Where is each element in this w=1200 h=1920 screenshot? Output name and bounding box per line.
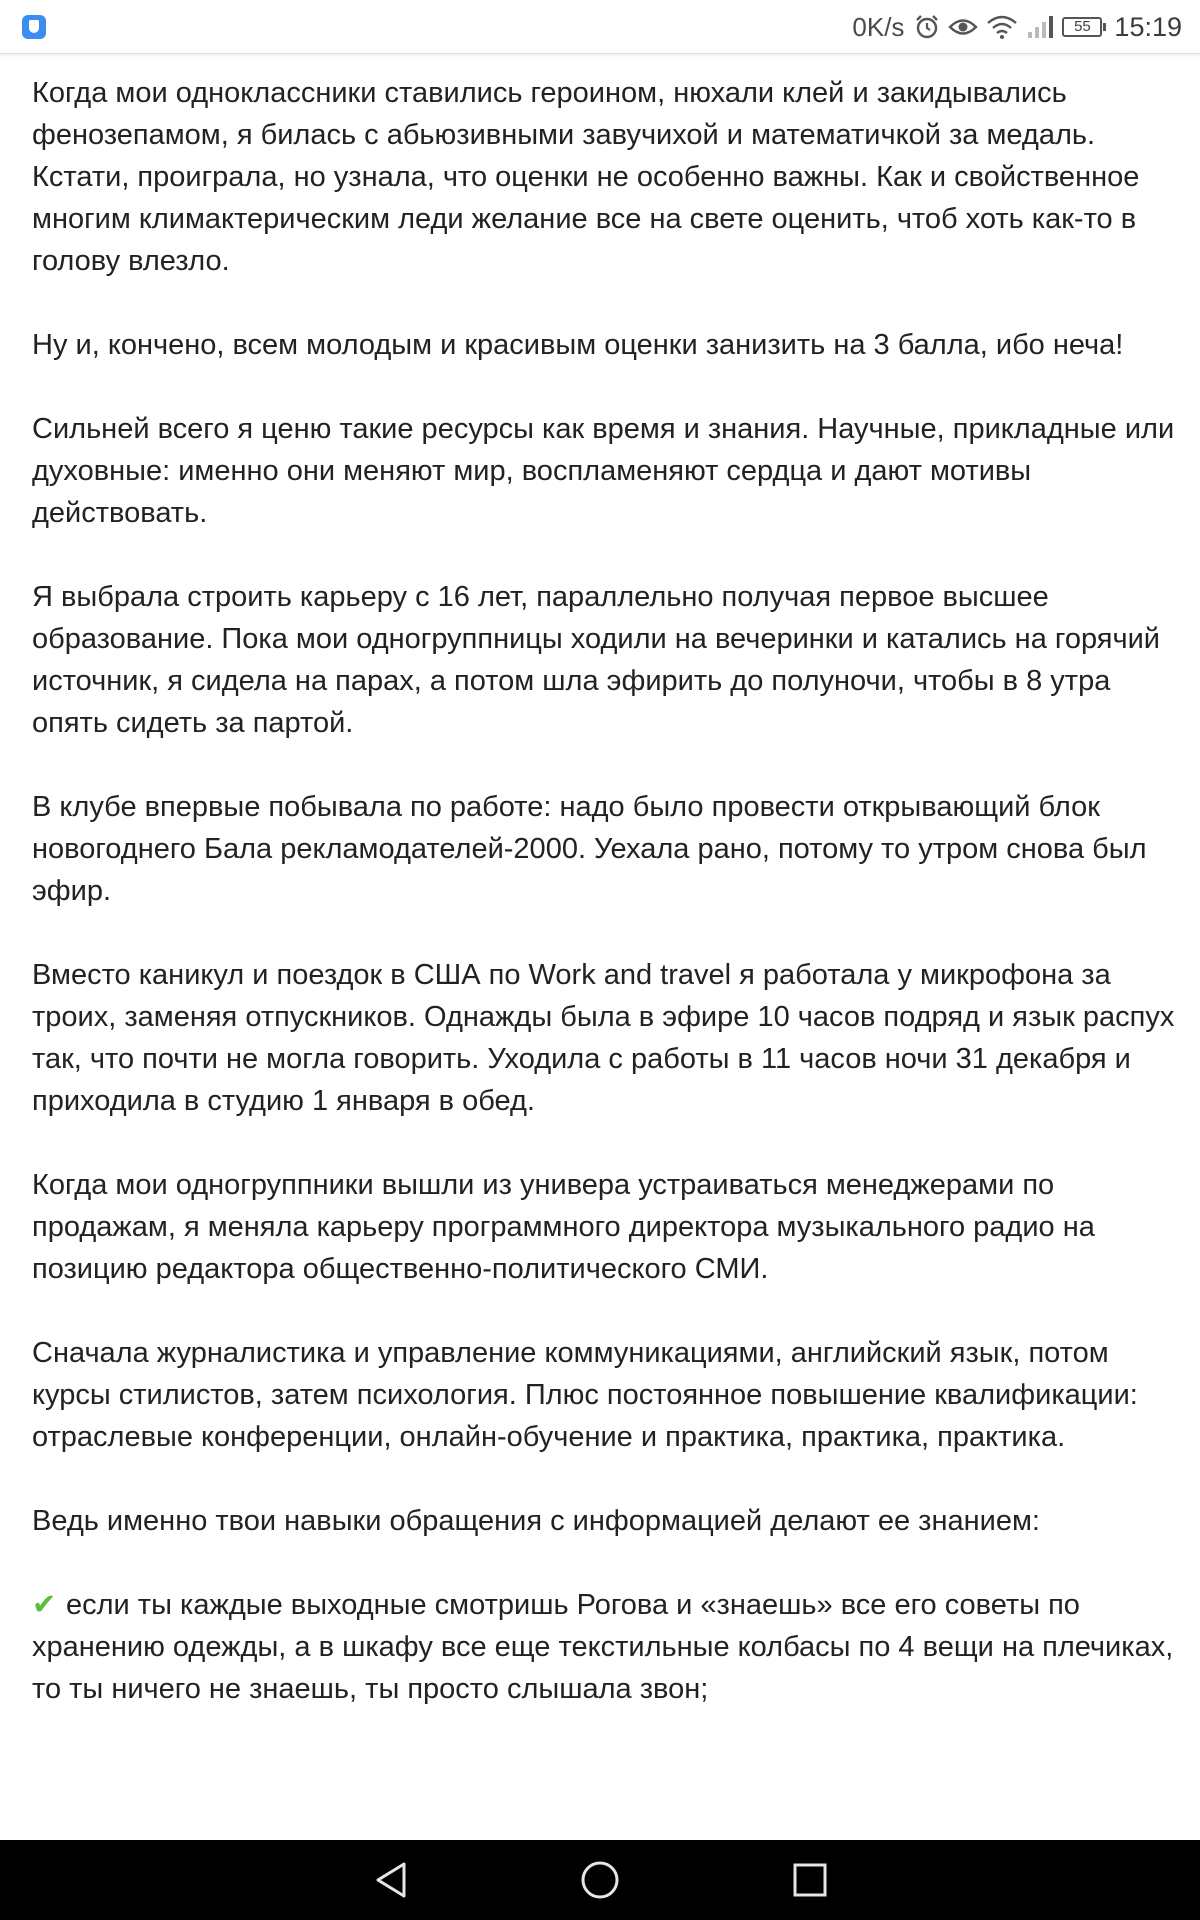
paragraph: Ведь именно твои навыки обращения с информацией делают ее знанием: bbox=[32, 1505, 1040, 1537]
paragraph: Когда мои одноклассники ставились героином, нюхали клей и закидывались фенозепамом, я билась с абьюзивными завучихой и математичкой за медаль. Кстати, проиграла, но узнала, что оценки не особенно важны. Как и свойственное многим климактерическим леди желание все на свете оценить, чтоб хоть как-то в голову влезло. bbox=[32, 77, 1140, 277]
navigation-bar bbox=[0, 1840, 1200, 1920]
net-speed: 0K/s bbox=[852, 11, 905, 42]
battery-icon bbox=[1062, 17, 1102, 37]
paragraph: Ну и, кончено, всем молодым и красивым оценки занизить на 3 балла, ибо неча! bbox=[32, 329, 1124, 361]
recents-icon[interactable] bbox=[790, 1860, 830, 1900]
back-icon[interactable] bbox=[372, 1860, 412, 1900]
paragraph: Когда мои одногруппники вышли из универа устраиваться менеджерами по продажам, я меняла карьеру программного директора музыкального радио на позицию редактора общественно-политического СМИ. bbox=[32, 1169, 1095, 1285]
checklist-item bbox=[32, 1584, 1182, 1710]
signal-icon bbox=[1026, 14, 1054, 40]
battery-level: 55 bbox=[1074, 18, 1091, 35]
article-body bbox=[32, 72, 1182, 1752]
clock: 15:19 bbox=[1114, 11, 1182, 42]
checklist-item-text: если ты каждые выходные смотришь Рогова и «знаешь» все его советы по хранению одежды, а в шкафу все еще текстильные колбасы по 4 вещи на плечиках, то ты ничего не знаешь, ты просто слышала звон; bbox=[32, 1589, 1174, 1705]
alarm-icon bbox=[914, 14, 940, 40]
status-bar bbox=[0, 0, 1200, 54]
paragraph: Сначала журналистика и управление коммуникациями, английский язык, потом курсы стилистов, затем психология. Плюс постоянное повышение квалификации: отраслевые конференции, онлайн-обучение и практика, практика, практика. bbox=[32, 1337, 1138, 1453]
shield-app-icon bbox=[22, 15, 46, 39]
eye-icon bbox=[948, 14, 978, 40]
paragraph: Сильней всего я ценю такие ресурсы как время и знания. Научные, прикладные или духовные: именно они меняют мир, воспламеняют сердца и дают мотивы действовать. bbox=[32, 413, 1175, 529]
home-icon[interactable] bbox=[580, 1860, 620, 1900]
status-icons bbox=[852, 0, 1182, 54]
paragraph: Я выбрала строить карьеру с 16 лет, параллельно получая первое высшее образование. Пока мои одногруппницы ходили на вечеринки и катались на горячий источник, я сидела на парах, а потом шла эфирить до полуночи, чтобы в 8 утра опять сидеть за партой. bbox=[32, 581, 1160, 739]
paragraph: В клубе впервые побывала по работе: надо было провести открывающий блок новогоднего Бала рекламодателей-2000. Уехала рано, потому то утром снова был эфир. bbox=[32, 791, 1147, 907]
check-mark-icon: ✔ bbox=[32, 1589, 57, 1621]
wifi-icon bbox=[986, 14, 1018, 40]
paragraph: Вместо каникул и поездок в США по Work and travel я работала у микрофона за троих, заменяя отпускников. Однажды была в эфире 10 часов подряд и язык распух так, что почти не могла говорить. Уходила с работы в 11 часов ночи 31 декабря и приходила в студию 1 января в обед. bbox=[32, 959, 1175, 1117]
